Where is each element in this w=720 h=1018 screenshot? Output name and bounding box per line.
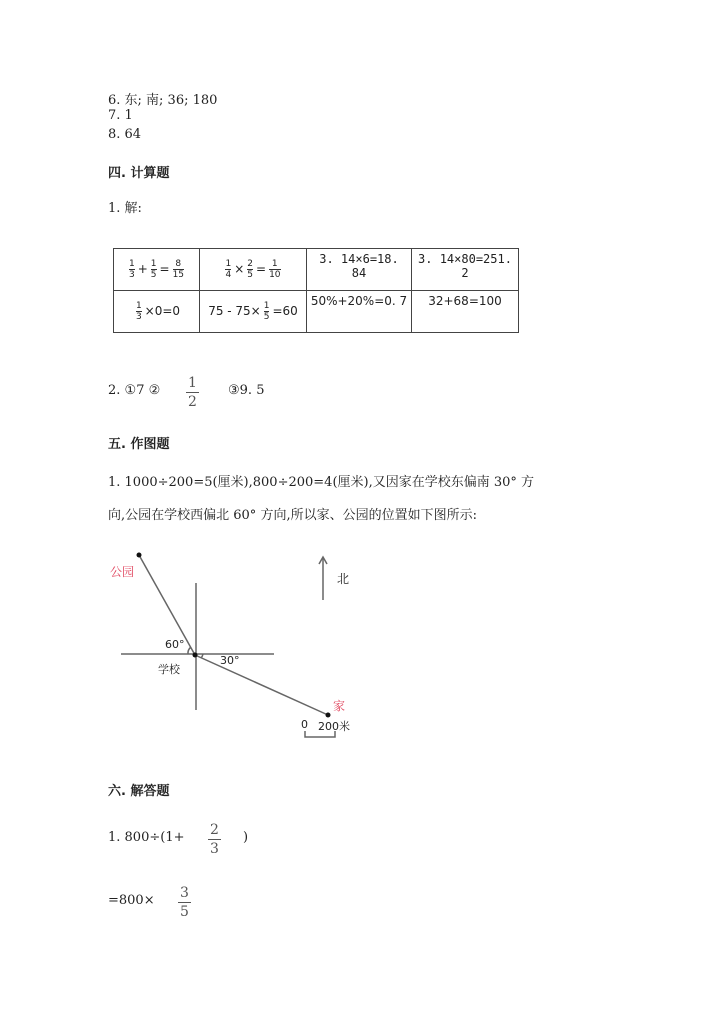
q1-label: 1. 解: [108, 201, 142, 216]
school-dot [193, 653, 198, 658]
scale-zero: 0 [301, 718, 308, 731]
park-dot [137, 553, 142, 558]
cell-r1c3: 3. 14×6=18. 84 [307, 249, 412, 291]
section6-line1-post: ) [243, 830, 249, 845]
section5-title: 五. 作图题 [108, 437, 170, 452]
scale-200m: 200米 [318, 720, 350, 733]
q2-pre: 2. ①7 ② [108, 383, 161, 398]
home-line [195, 655, 328, 715]
section5-line2: 向,公园在学校西偏北 60° 方向,所以家、公园的位置如下图所示: [108, 508, 477, 523]
section6-title: 六. 解答题 [108, 784, 170, 799]
answer-7: 7. 1 [108, 108, 133, 123]
cell-r2c4: 32+68=100 [412, 291, 519, 333]
home-label: 家 [333, 699, 346, 713]
cell-r1c1: $\frac{1}{3}$ + $\frac{1}{5}$ = $\frac{8}{15}$ [114, 249, 200, 291]
answer-6: 6. 东; 南; 36; 180 [108, 93, 218, 108]
north-label: 北 [337, 572, 350, 586]
cell-r1c4: 3. 14×80=251. 2 [412, 249, 519, 291]
section5-line1: 1. 1000÷200=5(厘米),800÷200=4(厘米),又因家在学校东偏南 30° 方 [108, 475, 535, 490]
q2-fraction: 1 2 [188, 375, 197, 410]
park-label: 公园 [110, 565, 135, 579]
section6-line2-pre: =800× [108, 893, 155, 908]
cell-r2c1: $\frac{1}{3}$ ×0=0 [114, 291, 200, 333]
angle60-label: 60° [165, 638, 185, 651]
section6-line1-pre: 1. 800÷(1+ [108, 830, 185, 845]
angle60-arc [188, 647, 191, 654]
q2-post: ③9. 5 [228, 383, 265, 398]
section4-title: 四. 计算题 [108, 166, 170, 181]
cell-r1c2: $\frac{1}{4}$ × $\frac{2}{5}$ = $\frac{1}{10}$ [200, 249, 307, 291]
section6-line2-fraction: 3 5 [180, 885, 189, 920]
section6-line1-fraction: 2 3 [210, 822, 219, 857]
cell-r2c2: 75 - 75× $\frac{1}{5}$ =60 [200, 291, 307, 333]
answer-8: 8. 64 [108, 127, 142, 142]
cell-r2c3: 50%+20%=0. 7 [307, 291, 412, 333]
home-dot [326, 713, 331, 718]
angle30-label: 30° [220, 654, 240, 667]
school-label: 学校 [158, 663, 180, 676]
